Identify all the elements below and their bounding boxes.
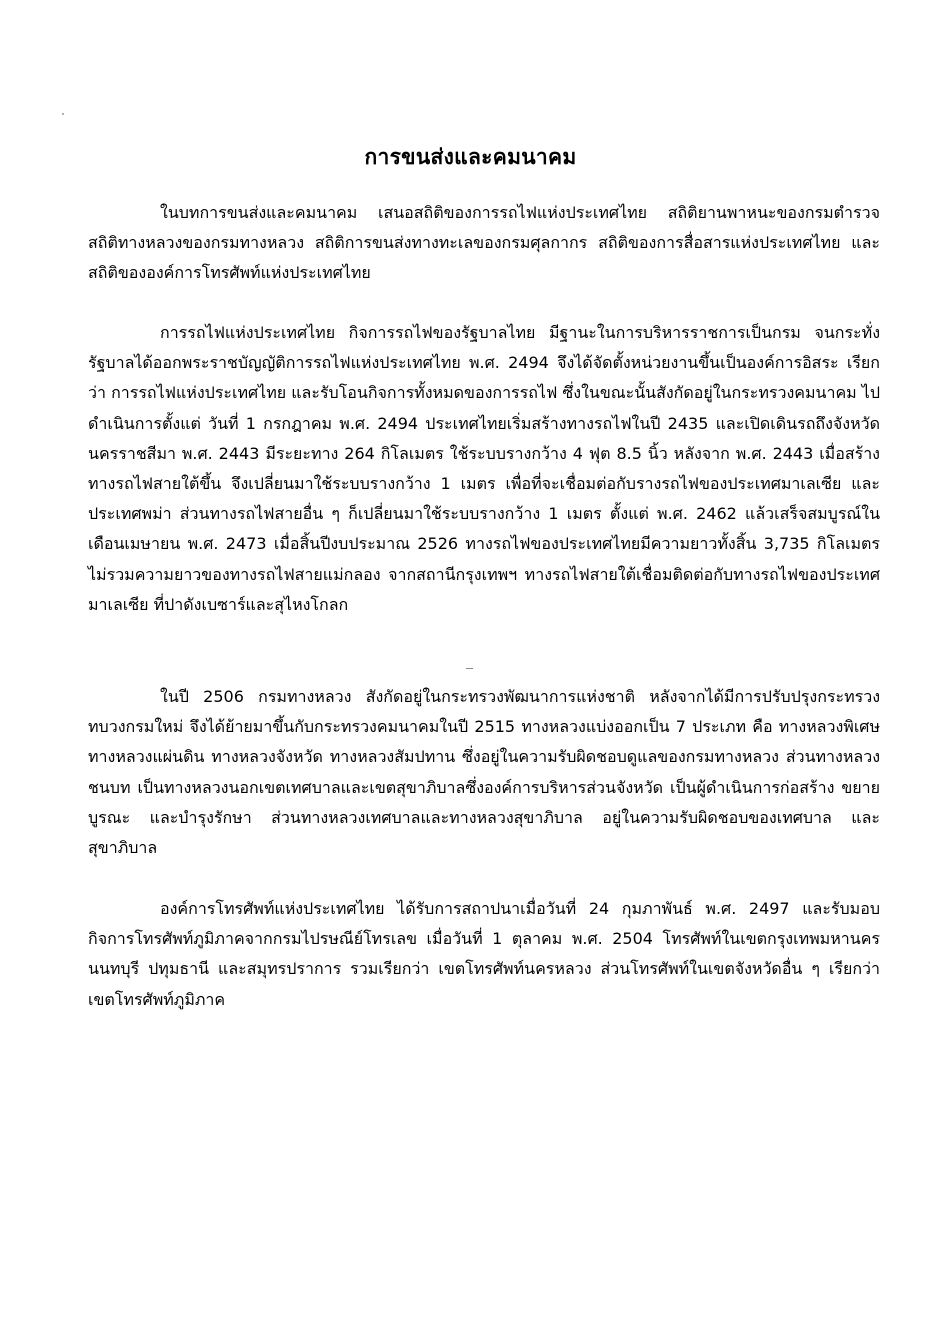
paragraph-highways: ในปี 2506 กรมทางหลวง สังกัดอยู่ในกระทรวงพัฒนาการแห่งชาติ หลังจากได้มีการปรับปรุงกระทรวงทบวงกรมใหม่ จึงได้ย้ายมาขึ้นกับกระทรวงคมนาคมในปี 2515 ทางหลวงแบ่งออกเป็น 7 ประเภท คือ ทางหลวงพิเศษ ทางหลวงแผ่นดิน ทางหลวงจังหวัด ทางหลวงสัมปทาน ซึ่งอยู่ในความรับผิดชอบดูแลของกรมทางหลวง ส่วนทางหลวงชนบท เป็นทางหลวงนอกเขตเทศบาลและเขตสุขาภิบาลซึ่งองค์การบริหารส่วนจังหวัด เป็นผู้ดำเนินการก่อสร้าง ขยาย บูรณะ และบำรุงรักษา ส่วนทางหลวงเทศบาลและทางหลวงสุขาภิบาล อยู่ในความรับผิดชอบของเทศบาล และสุขาภิบาล bbox=[88, 687, 880, 858]
paragraph-railway: การรถไฟแห่งประเทศไทย กิจการรถไฟของรัฐบาลไทย มีฐานะในการบริหารราชการเป็นกรม จนกระทั่ง รัฐบาลได้ออกพระราชบัญญัติการรถไฟแห่งประเทศไทย พ.ศ. 2494 จึงได้จัดตั้งหน่วยงานขึ้นเป็นองค์การอิสระ เรียกว่า การรถไฟแห่งประเทศไทย และรับโอนกิจการทั้งหมดของการรถไฟ ซึ่งในขณะนั้นสังกัดอยู่ในกระทรวงคมนาคม ไปดำเนินการตั้งแต่ วันที่ 1 กรกฎาคม พ.ศ. 2494 ประเทศไทยเริ่มสร้างทางรถไฟในปี 2435 และเปิดเดินรถถึงจังหวัดนครราชสีมา พ.ศ. 2443 มีระยะทาง 264 กิโลเมตร ใช้ระบบรางกว้าง 4 ฟุต 8.5 นิ้ว หลังจาก พ.ศ. 2443 เมื่อสร้างทางรถไฟสายใต้ขึ้น จึงเปลี่ยนมาใช้ระบบรางกว้าง 1 เมตร เพื่อที่จะเชื่อมต่อกับรางรถไฟของประเทศมาเลเซีย และประเทศพม่า ส่วนทางรถไฟสายอื่น ๆ ก็เปลี่ยนมาใช้ระบบรางกว้าง 1 เมตร ตั้งแต่ พ.ศ. 2462 แล้วเสร็จสมบูรณ์ในเดือนเมษายน พ.ศ. 2473 เมื่อสิ้นปีงบประมาณ 2526 ทางรถไฟของประเทศไทยมีความยาวทั้งสิ้น 3,735 กิโลเมตร ไม่รวมความยาวของทางรถไฟสายแม่กลอง จากสถานีกรุงเทพฯ ทางรถไฟสายใต้เชื่อมติดต่อกับทางรถไฟของประเทศมาเลเซีย ที่ปาดังเบซาร์และสุไหงโกลก bbox=[88, 323, 880, 614]
page-title: การขนส่งและคมนาคม bbox=[364, 145, 577, 170]
paragraph-overview: ในบทการขนส่งและคมนาคม เสนอสถิติของการรถไฟแห่งประเทศไทย สถิติยานพาหนะของกรมตำรวจ สถิติทางหลวงของกรมทางหลวง สถิติการขนส่งทางทะเลของกรมศุลกากร สถิติของการสื่อสารแห่งประเทศไทย และสถิติขององค์การโทรศัพท์แห่งประเทศไทย bbox=[88, 203, 880, 283]
scan-mark bbox=[466, 668, 473, 669]
scan-speck bbox=[62, 113, 64, 115]
paragraph-telephone: องค์การโทรศัพท์แห่งประเทศไทย ได้รับการสถาปนาเมื่อวันที่ 24 กุมภาพันธ์ พ.ศ. 2497 และรับมอบกิจการโทรศัพท์ภูมิภาคจากกรมไปรษณีย์โทรเลข เมื่อวันที่ 1 ตุลาคม พ.ศ. 2504 โทรศัพท์ในเขตกรุงเทพมหานคร นนทบุรี ปทุมธานี และสมุทรปราการ รวมเรียกว่า เขตโทรศัพท์นครหลวง ส่วนโทรศัพท์ในเขตจังหวัดอื่น ๆ เรียกว่า เขตโทรศัพท์ภูมิภาค bbox=[88, 899, 880, 1009]
